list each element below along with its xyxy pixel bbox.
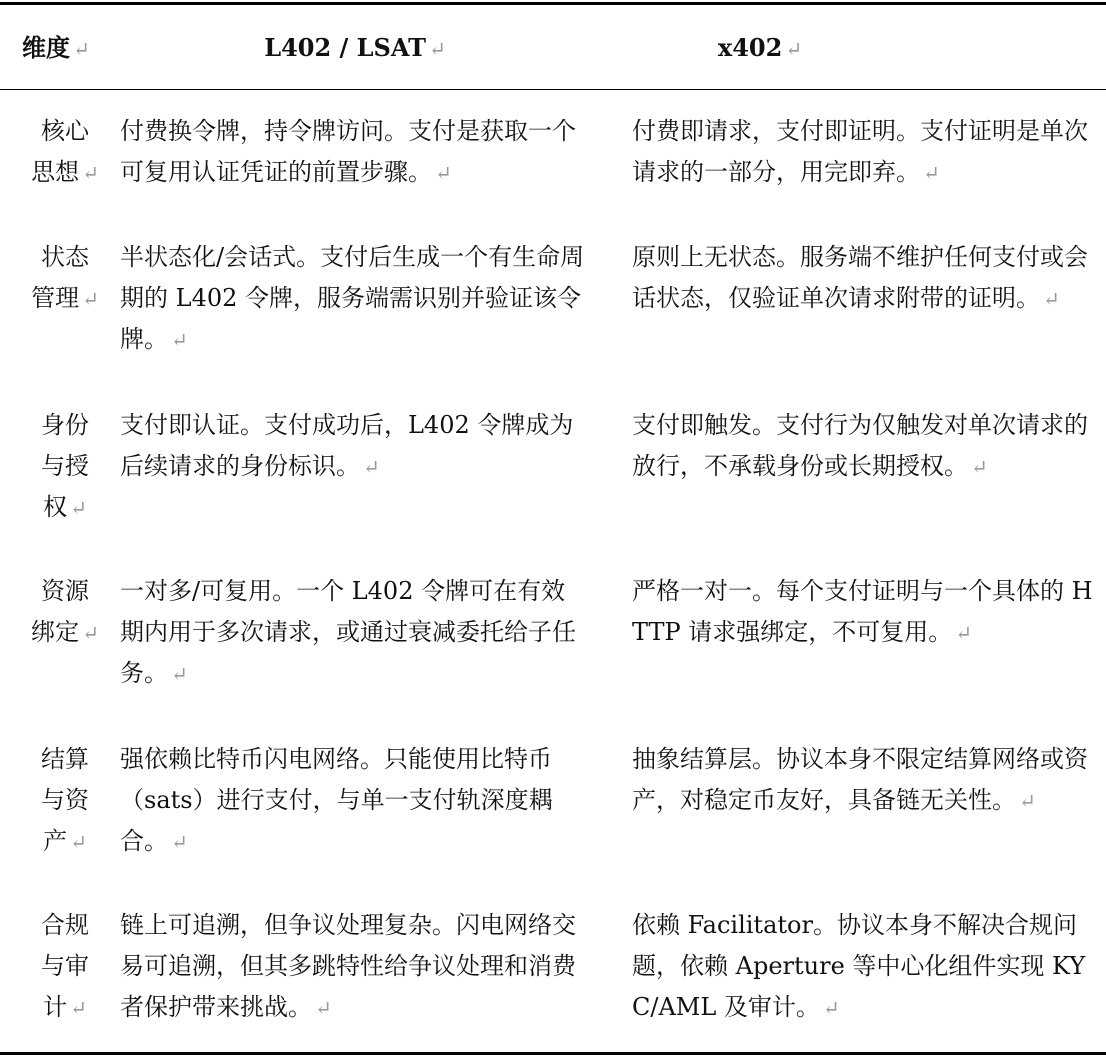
row-settlement-l402: 强依赖比特币闪电网络。只能使用比特币（sats）进行支付，与单一支付轨深度耦合。 ↵ [120, 739, 586, 863]
row-binding-x402: 严格一对一。每个支付证明与一个具体的 HTTP 请求强绑定，不可复用。 ↵ [632, 571, 1096, 654]
row-settlement-dimension: 结算 与资 产 ↵ [22, 739, 108, 863]
row-settlement-x402: 抽象结算层。协议本身不限定结算网络或资产，对稳定币友好，具备链无关性。 ↵ [632, 739, 1096, 822]
row-state-l402: 半状态化/会话式。支付后生成一个有生命周期的 L402 令牌，服务端需识别并验证该令牌。 ↵ [120, 237, 586, 361]
row-state-x402: 原则上无状态。服务端不维护任何支付或会话状态，仅验证单次请求附带的证明。 ↵ [632, 237, 1096, 320]
header-rule [0, 89, 1106, 90]
row-core-idea-dimension: 核心 思想 ↵ [22, 111, 108, 194]
table-top-rule [0, 2, 1106, 5]
row-identity-l402: 支付即认证。支付成功后，L402 令牌成为后续请求的身份标识。 ↵ [120, 405, 586, 488]
row-core-idea-l402: 付费换令牌，持令牌访问。支付是获取一个可复用认证凭证的前置步骤。 ↵ [120, 111, 586, 194]
header-l402: L402 / LSAT ↵ [140, 26, 570, 71]
row-identity-x402: 支付即触发。支付行为仅触发对单次请求的放行，不承载身份或长期授权。 ↵ [632, 405, 1096, 488]
header-dimension: 维度 ↵ [22, 26, 112, 71]
row-compliance-dimension: 合规 与审 计 ↵ [22, 905, 108, 1029]
row-binding-dimension: 资源 绑定 ↵ [22, 571, 108, 654]
row-binding-l402: 一对多/可复用。一个 L402 令牌可在有效期内用于多次请求，或通过衰减委托给子任务。 ↵ [120, 571, 586, 695]
row-core-idea-x402: 付费即请求，支付即证明。支付证明是单次请求的一部分，用完即弃。 ↵ [632, 111, 1096, 194]
header-x402: x402 ↵ [600, 26, 920, 71]
table-bottom-rule [0, 1052, 1106, 1055]
row-state-dimension: 状态 管理 ↵ [22, 237, 108, 320]
row-compliance-x402: 依赖 Facilitator。协议本身不解决合规问题，依赖 Aperture 等中心化组件实现 KYC/AML 及审计。 ↵ [632, 905, 1096, 1029]
row-identity-dimension: 身份 与授 权 ↵ [22, 405, 108, 529]
row-compliance-l402: 链上可追溯，但争议处理复杂。闪电网络交易可追溯，但其多跳特性给争议处理和消费者保护带来挑战。 ↵ [120, 905, 586, 1029]
